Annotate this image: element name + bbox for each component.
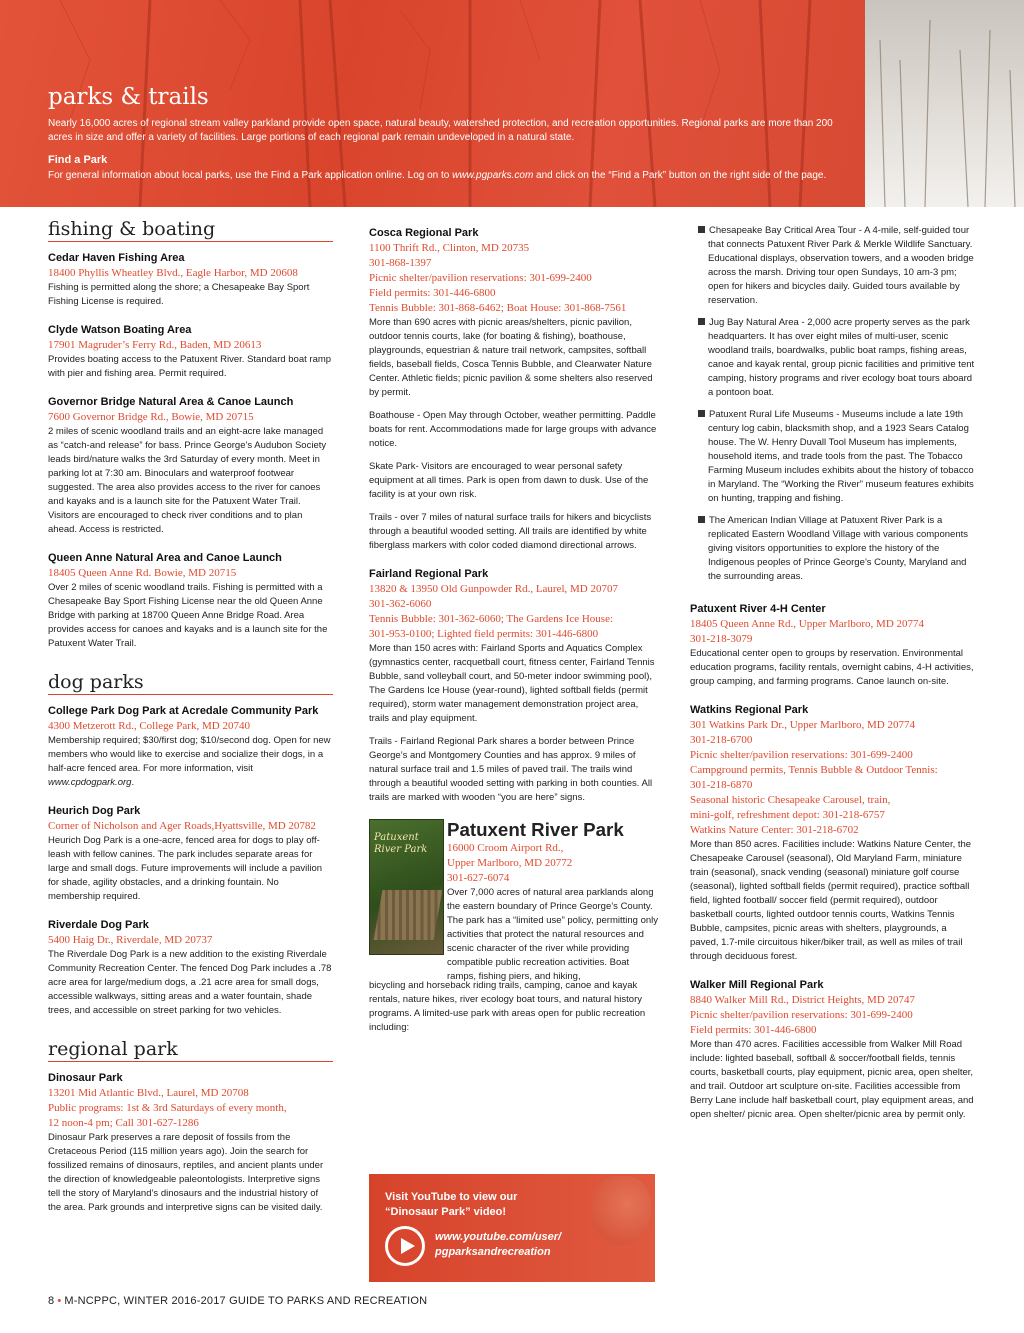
square-bullet-icon	[698, 410, 705, 417]
park-entry	[369, 567, 657, 805]
list-item-text: Patuxent Rural Life Museums - Museums include a late 19th century log cabin, blacksmith shop, and a 1923 Sears Catalog house. The W. Henry Duvall Tool Museum has implements, household items, and trade tools from the past. The Tobacco Farming Museum includes exhibits about the history of tobacco in Maryland. The “Working the River” museum features exhibits on hunting, trapping and fishing.	[708, 409, 974, 504]
list-item-text: Jug Bay Natural Area - 2,000 acre property serves as the park headquarters. It has over eight miles of multi-user, scenic woodland trails, boardwalks, public boat ramps, fishing areas, canoe and kayak rental, group picnic facilities and primitive tent camping, history programs and river ecology boat tours aboard a pontoon boat.	[708, 317, 975, 398]
pgparks-link[interactable]: www.pgparks.com	[452, 170, 534, 181]
park-description: Fishing is permitted along the shore; a Chesapeake Bay Sport Fishing License is required.	[48, 282, 310, 307]
park-entry	[690, 703, 975, 964]
park-name: College Park Dog Park at Acredale Community Park	[48, 705, 319, 717]
park-description: More than 850 acres. Facilities include: Watkins Nature Center, the Chesapeake Carousel (seasonal), Old Maryland Farm, miniature train (seasonal), snack vending (seasonal) miniature golf course (seasonal), lighted softball fields (permit required), practice softball field, lighted football/ soccer field (permit required), outdoor basketball courts, lighted outdoor tennis courts, Watkins Tennis Bubble, campsites, picnic areas with shelters, playgrounds, a paved, 1.7-mile circuitous hiker/biker trail, as well as miles of trail through deciduous forest.	[690, 839, 972, 962]
park-name: Patuxent River 4-H Center	[690, 603, 826, 615]
park-description: Provides boating access to the Patuxent River. Standard boat ramp with pier and fishing area. Permit required.	[48, 354, 332, 379]
play-icon[interactable]	[385, 1226, 425, 1266]
park-entry	[48, 323, 333, 381]
find-a-park-text	[48, 169, 848, 183]
park-address: 18405 Queen Anne Rd. Bowie, MD 20715	[48, 567, 237, 579]
boardwalk-graphic	[374, 890, 443, 940]
park-name: Dinosaur Park	[48, 1072, 123, 1084]
park-entry	[48, 551, 333, 651]
page-number: 8	[48, 1295, 55, 1307]
park-phone: 301-627-6074	[447, 872, 510, 884]
column-middle	[369, 226, 657, 1041]
park-address: 13820 & 13950 Old Gunpowder Rd., Laurel, MD 20707	[369, 583, 619, 595]
park-description: 2 miles of scenic woodland trails and an eight-acre lake managed as “catch-and release” for bass. Prince George’s Audubon Society leads bird/nature walks the 3rd Saturday of every month. Meet in parking lot at 7:30 am. Binoculars and waterproof footwear suggested. The area also provides access to the river for canoes and kayaks and is a launch site for the Patuxent Water Trail. Visitors are encouraged to check river conditions and to plan ahead. Access is restricted.	[48, 426, 327, 535]
park-address: 17901 Magruder’s Ferry Rd., Baden, MD 20613	[48, 339, 262, 351]
park-description: Over 7,000 acres of natural area parklands along the eastern boundary of Prince George’s County. The park has a “limited use” policy, permitting only activities that protect the natural resources and scenic character of the river while providing compatible public recreation activities. Boat ramps, fishing piers, and hiking,	[447, 887, 659, 982]
park-description: More than 150 acres with: Fairland Sports and Aquatics Complex (gymnastics center, racquetball court, fitness center, Fairland Tennis Bubble, sand volleyball court, and 50-meter indoor swimming pool), The Gardens Ice House (year-round), lighted softball fields (permit required), storm water management demonstration project area, trails and play equipment.	[369, 643, 655, 724]
book-cover-title: Patuxent River Park	[374, 832, 428, 855]
park-name: Clyde Watson Boating Area	[48, 324, 192, 336]
list-item	[690, 224, 975, 308]
park-description-continued: bicycling and horseback riding trails, camping, canoe and kayak rentals, nature hikes, river ecology boat tours, and natural history programs. A limited-use park with areas open for public recreation including:	[369, 980, 646, 1033]
hero-banner	[0, 0, 1024, 207]
park-contact: 301-218-6870	[690, 779, 753, 791]
column-left	[48, 218, 333, 1229]
find-a-park-text-part: For general information about local parks, use the Find a Park application online. Log on to	[48, 170, 453, 181]
park-name: Cosca Regional Park	[369, 227, 479, 239]
footer-text: M-NCPPC, WINTER 2016-2017 GUIDE TO PARKS AND RECREATION	[64, 1295, 428, 1307]
park-description: Heurich Dog Park is a one-acre, fenced area for dogs to play off-leash with fellow canines. The park includes separate areas for large and small dogs. Future improvements will include a pavilion for shade, agility obstacles, and a drinking fountain. No membership required.	[48, 835, 323, 902]
park-contact: Field permits: 301-446-6800	[690, 1024, 817, 1036]
park-description: The Riverdale Dog Park is a new addition to the existing Riverdale Community Recreation Center. The fenced Dog Park includes a .78 acre area for large/medium dogs, a .21 acre area for small dogs, accessible walkways, sitting areas and a water fountain, shade trees, and accessible on street parking for two vehicles.	[48, 949, 332, 1016]
park-name: Fairland Regional Park	[369, 568, 489, 580]
park-address: 4300 Metzerott Rd., College Park, MD 20740	[48, 720, 250, 732]
boathouse-text: Boathouse - Open May through October, weather permitting. Paddle boats for rent. Accommodations made for large groups with advance notice.	[369, 410, 657, 449]
patuxent-guide-book-image	[369, 819, 444, 955]
park-description: Educational center open to groups by reservation. Environmental education programs, facility rentals, overnight cabins, 4-H activities, group camping, and farming programs. Canoe launch on-site.	[690, 648, 974, 687]
list-item	[690, 316, 975, 400]
list-item-text: Chesapeake Bay Critical Area Tour - A 4-mile, self-guided tour that connects Patuxent River Park & Merkle Wildlife Sanctuary. Educational displays, observation towers, and a wooden bridge across the marsh. Driving tour open Sundays, 10 am-3 pm; open for hikers and bicycles daily. Guided tours available by reservation.	[708, 225, 974, 306]
park-contact: Seasonal historic Chesapeake Carousel, train,	[690, 794, 891, 806]
section-heading-regional-park: regional park	[48, 1038, 333, 1062]
page-title: parks & trails	[48, 84, 209, 110]
park-contact: Tennis Bubble: 301-362-6060; The Gardens Ice House:	[369, 613, 614, 625]
cpdogpark-link[interactable]: www.cpdogpark.org	[48, 777, 132, 788]
park-address: Upper Marlboro, MD 20772	[447, 857, 573, 869]
park-contact: 301-953-0100; Lighted field permits: 301-446-6800	[369, 628, 599, 640]
section-heading-dog-parks: dog parks	[48, 671, 333, 695]
park-contact: Field permits: 301-446-6800	[369, 287, 496, 299]
park-entry	[48, 918, 333, 1018]
park-programs: Public programs: 1st & 3rd Saturdays of every month,	[48, 1102, 287, 1114]
park-entry	[48, 251, 333, 309]
youtube-link-line: www.youtube.com/user/	[435, 1231, 562, 1243]
list-item	[690, 408, 975, 506]
park-entry	[690, 978, 975, 1122]
list-item	[690, 514, 975, 584]
park-name: Queen Anne Natural Area and Canoe Launch	[48, 552, 282, 564]
page-footer	[48, 1295, 427, 1307]
park-name: Patuxent River Park	[447, 819, 624, 840]
park-address: 18405 Queen Anne Rd., Upper Marlboro, MD 20774	[690, 618, 925, 630]
list-item-text: The American Indian Village at Patuxent River Park is a replicated Eastern Woodland Village with various components giving visitors opportunities to explore the history of the Indigenous peoples of Prince George’s County, Maryland and the surrounding areas.	[708, 515, 968, 582]
park-phone: 301-362-6060	[369, 598, 432, 610]
park-contact: Picnic shelter/pavilion reservations: 301-699-2400	[690, 749, 913, 761]
park-description: More than 470 acres. Facilities accessible from Walker Mill Road include: lighted baseball, softball & soccer/football fields, tennis courts, basketball courts, play equipment, picnic area, open shelter, and trail. Outdoor art sculpture on-site. Facilities accessible from Berry Lane include half basketball court, play equipment areas, and open shelter/ picnic area. Open shelter/picnic area by permit only.	[690, 1039, 974, 1120]
park-contact: Picnic shelter/pavilion reservations: 301-699-2400	[690, 1009, 913, 1021]
park-contact: Tennis Bubble: 301-868-6462; Boat House: 301-868-7561	[369, 302, 627, 314]
patuxent-details	[447, 819, 659, 984]
patuxent-entry	[369, 819, 657, 1041]
park-contact: Watkins Nature Center: 301-218-6702	[690, 824, 859, 836]
park-description: Over 2 miles of scenic woodland trails. Fishing is permitted with a Chesapeake Bay Sport Fishing License near the old Queen Anne Bridge with parking at 18700 Queen Anne Bridge Road. Area provides access for canoes and kayaks and is a launch site for the Patuxent Water Trail.	[48, 582, 328, 649]
park-address: 5400 Haig Dr., Riverdale, MD 20737	[48, 934, 213, 946]
youtube-callout-title: Visit YouTube to view our “Dinosaur Park” video!	[385, 1191, 518, 1218]
park-name: Heurich Dog Park	[48, 805, 141, 817]
park-address: 8840 Walker Mill Rd., District Heights, MD 20747	[690, 994, 916, 1006]
park-phone: 301-218-3079	[690, 633, 753, 645]
park-entry	[48, 395, 333, 537]
park-address: 7600 Governor Bridge Rd., Bowie, MD 20715	[48, 411, 254, 423]
square-bullet-icon	[698, 226, 705, 233]
park-entry	[48, 704, 333, 790]
park-phone: 301-868-1397	[369, 257, 432, 269]
park-name: Governor Bridge Natural Area & Canoe Launch	[48, 396, 294, 408]
park-name: Walker Mill Regional Park	[690, 979, 824, 991]
column-right	[690, 224, 975, 1136]
park-description: Dinosaur Park preserves a rare deposit of fossils from the Cretaceous Period (115 million years ago). Join the search for fossilized remains of dinosaurs, reptiles, and ancient plants under the direction of knowledgeable paleontologists. Interpretive signs tell the story of Maryland’s dinosaurs and the industrial history of the area. Park grounds and interpretive signs can be visited daily.	[48, 1132, 324, 1213]
youtube-link[interactable]	[435, 1230, 561, 1260]
skate-park-text: Skate Park- Visitors are encouraged to wear personal safety equipment at all times. Park is open from dawn to dusk. Use of the facility is at your own risk.	[369, 461, 649, 500]
trails-text: Trails - over 7 miles of natural surface trails for hikers and bicyclists through a beautiful wooded setting. All trails are identified by white fiberglass markers with color coded diamond directional arrows.	[369, 512, 652, 551]
trails-text: Trails - Fairland Regional Park shares a border between Prince George’s and Montgomery Counties and has approx. 9 miles of natural surface trail and 1.5 miles of paved trail. The trails wind through a beautiful wooded setting with parking in both counties. All trails are marked with wooden “you are here” signs.	[369, 736, 653, 803]
park-address: 13201 Mid Atlantic Blvd., Laurel, MD 20708	[48, 1087, 249, 1099]
park-description: More than 690 acres with picnic areas/shelters, picnic pavilion, outdoor tennis courts, lake (for boating & fishing), boathouse, playgrounds, equestrian & nature trail network, campsites, softball fields, baseball fields, Cosca Tennis Bubble, and Clearwater Nature Center. Athletic fields; picnic pavilion & some shelters also reserved by permit.	[369, 317, 653, 398]
park-description-part: .	[131, 777, 135, 788]
park-name: Cedar Haven Fishing Area	[48, 252, 185, 264]
park-name: Watkins Regional Park	[690, 704, 809, 716]
park-entry	[48, 1071, 333, 1215]
bullet-dot-icon: •	[57, 1295, 62, 1307]
square-bullet-icon	[698, 318, 705, 325]
park-description-part: Membership required; $30/first dog; $10/second dog. Open for new members who would like to exercise and socialize their dogs, in a half-acre fenced area. For more information, visit	[48, 735, 331, 774]
square-bullet-icon	[698, 516, 705, 523]
park-entry	[369, 226, 657, 553]
find-a-park-title: Find a Park	[48, 154, 108, 166]
park-phone: 301-218-6700	[690, 734, 753, 746]
park-address: 16000 Croom Airport Rd.,	[447, 842, 564, 854]
park-entry	[48, 804, 333, 904]
park-contact: mini-golf, refreshment depot: 301-218-6757	[690, 809, 885, 821]
park-contact: Campground permits, Tennis Bubble & Outdoor Tennis:	[690, 764, 938, 776]
park-address: Corner of Nicholson and Ager Roads,Hyattsville, MD 20782	[48, 820, 316, 832]
park-description	[48, 734, 333, 790]
park-address: 18400 Phyllis Wheatley Blvd., Eagle Harbor, MD 20608	[48, 267, 298, 279]
park-entry	[690, 602, 975, 689]
hero-intro-text: Nearly 16,000 acres of regional stream valley parkland provide open space, natural beauty, watershed protection, and recreation opportunities. Regional parks are more than 200 acres in size and offer a variety of facilities. Large portions of each regional park remain undeveloped in a natural state.	[48, 118, 833, 143]
park-phone: 12 noon-4 pm; Call 301-627-1286	[48, 1117, 199, 1129]
hand-photo	[591, 1176, 651, 1246]
youtube-link-line: pgparksandrecreation	[435, 1246, 551, 1258]
park-contact: Picnic shelter/pavilion reservations: 301-699-2400	[369, 272, 592, 284]
park-address: 301 Watkins Park Dr., Upper Marlboro, MD 20774	[690, 719, 916, 731]
find-a-park-text-part: and click on the “Find a Park” button on the right side of the page.	[533, 170, 827, 181]
youtube-callout[interactable]	[369, 1174, 655, 1282]
section-heading-fishing: fishing & boating	[48, 218, 333, 242]
park-address: 1100 Thrift Rd., Clinton, MD 20735	[369, 242, 530, 254]
park-name: Riverdale Dog Park	[48, 919, 149, 931]
